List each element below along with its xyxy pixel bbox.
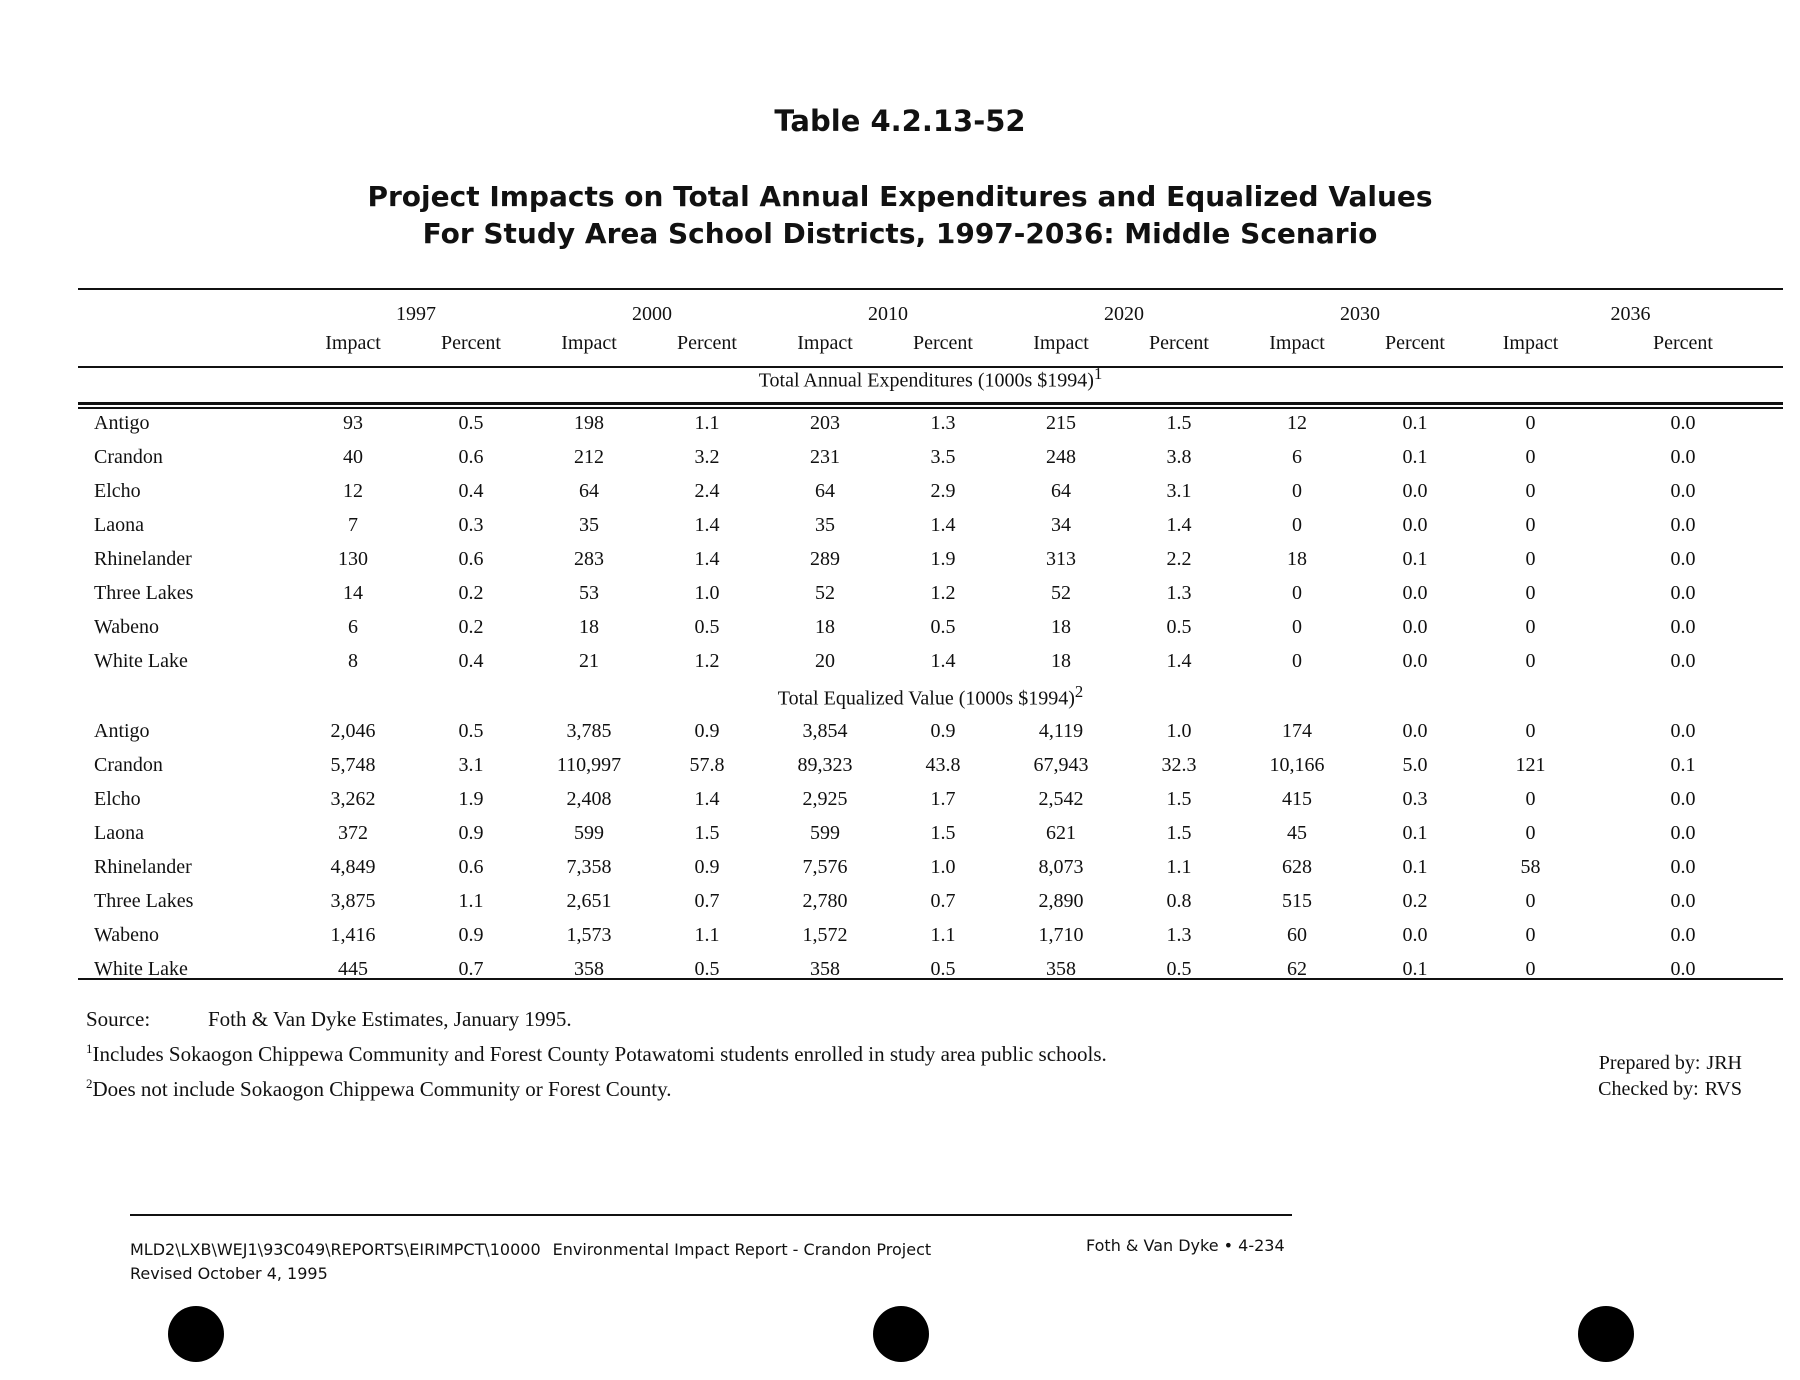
impact-cell: 215 <box>1046 411 1076 434</box>
impact-cell: 89,323 <box>797 753 853 776</box>
impact-cell: 2,046 <box>330 719 376 742</box>
column-header-impact: Impact <box>561 331 617 354</box>
impact-cell: 2,925 <box>802 787 848 810</box>
percent-cell: 0.7 <box>694 889 720 912</box>
district-name: Elcho <box>94 479 141 502</box>
impact-cell: 130 <box>338 547 368 570</box>
impact-cell: 0 <box>1525 957 1536 980</box>
percent-cell: 0.1 <box>1670 753 1696 776</box>
impact-cell: 35 <box>579 513 599 536</box>
table-row <box>78 884 1783 918</box>
percent-cell: 0.7 <box>458 957 484 980</box>
percent-cell: 57.8 <box>689 753 725 776</box>
impact-cell: 6 <box>348 615 358 638</box>
percent-cell: 43.8 <box>925 753 961 776</box>
footnote-mark: 2 <box>1074 681 1084 701</box>
percent-cell: 0.0 <box>1670 719 1696 742</box>
table-number: Table 4.2.13-52 <box>774 104 1026 138</box>
table-row <box>78 782 1783 816</box>
percent-cell: 3.1 <box>1166 479 1192 502</box>
impact-cell: 372 <box>338 821 368 844</box>
impact-cell: 2,651 <box>566 889 612 912</box>
impact-table <box>78 292 1783 986</box>
impact-cell: 8 <box>348 649 358 672</box>
impact-cell: 18 <box>579 615 599 638</box>
binder-hole <box>1578 1306 1634 1362</box>
impact-cell: 0 <box>1525 719 1536 742</box>
year-header-row <box>78 292 1783 326</box>
percent-cell: 1.0 <box>930 855 956 878</box>
footnote-2: $^2$Does not include Sokaogon Chippewa Community or Forest County. <box>86 1076 672 1101</box>
percent-cell: 0.0 <box>1670 957 1696 980</box>
impact-cell: 10,166 <box>1269 753 1325 776</box>
impact-cell: 3,854 <box>802 719 848 742</box>
impact-cell: 6 <box>1292 445 1302 468</box>
impact-cell: 1,416 <box>330 923 376 946</box>
impact-cell: 289 <box>810 547 840 570</box>
percent-cell: 0.9 <box>694 719 720 742</box>
impact-cell: 0 <box>1525 615 1536 638</box>
column-header-impact: Impact <box>1502 331 1559 354</box>
percent-cell: 0.9 <box>458 923 484 946</box>
percent-cell: 0.2 <box>458 615 484 638</box>
impact-cell: 599 <box>810 821 840 844</box>
footnote-mark: 1 <box>1093 363 1103 383</box>
percent-cell: 3.1 <box>458 753 484 776</box>
percent-cell: 0.2 <box>458 581 484 604</box>
percent-cell: 1.5 <box>930 821 956 844</box>
source-line <box>86 1004 1107 1034</box>
percent-cell: 0.5 <box>694 957 720 980</box>
district-name: Elcho <box>94 787 141 810</box>
report-name: Environmental Impact Report - Crandon Project <box>552 1240 932 1259</box>
percent-cell: 0.0 <box>1670 581 1696 604</box>
percent-cell: 0.8 <box>1166 889 1192 912</box>
impact-cell: 515 <box>1282 889 1312 912</box>
footnote-mark: 1 <box>86 1041 93 1056</box>
impact-cell: 415 <box>1282 787 1312 810</box>
impact-cell: 0 <box>1525 445 1536 468</box>
table-row <box>78 576 1783 610</box>
impact-cell: 0 <box>1525 821 1536 844</box>
impact-cell: 0 <box>1292 479 1302 502</box>
impact-cell: 0 <box>1525 547 1536 570</box>
notes <box>86 1004 1107 1104</box>
table-row <box>78 748 1783 782</box>
percent-cell: 0.0 <box>1670 889 1696 912</box>
impact-cell: 12 <box>1287 411 1307 434</box>
district-name: Three Lakes <box>94 581 194 604</box>
percent-cell: 1.1 <box>694 923 720 946</box>
table-row <box>78 644 1783 678</box>
percent-cell: 0.0 <box>1402 479 1428 502</box>
percent-cell: 0.3 <box>1402 787 1428 810</box>
percent-cell: 1.4 <box>930 649 956 672</box>
column-header-impact: Impact <box>1033 331 1089 354</box>
column-header-percent: Percent <box>913 331 973 354</box>
footer-left <box>130 1238 931 1286</box>
percent-cell: 1.4 <box>694 787 720 810</box>
impact-cell: 3,875 <box>330 889 376 912</box>
impact-cell: 248 <box>1046 445 1076 468</box>
impact-cell: 358 <box>574 957 604 980</box>
percent-cell: 0.0 <box>1670 855 1696 878</box>
percent-cell: 0.5 <box>1166 615 1192 638</box>
table-row <box>78 850 1783 884</box>
section-header-expenditures <box>78 360 1783 396</box>
percent-cell: 0.9 <box>930 719 956 742</box>
impact-cell: 40 <box>343 445 363 468</box>
column-header-impact: Impact <box>1269 331 1325 354</box>
percent-cell: 0.0 <box>1670 411 1696 434</box>
table-body <box>78 360 1783 986</box>
impact-cell: 3,785 <box>566 719 612 742</box>
percent-cell: 0.6 <box>458 547 484 570</box>
percent-cell: 0.0 <box>1670 649 1696 672</box>
table-row <box>78 440 1783 474</box>
district-name: Antigo <box>94 719 150 742</box>
percent-cell: 0.0 <box>1670 923 1696 946</box>
percent-cell: 1.2 <box>930 581 956 604</box>
percent-cell: 0.5 <box>458 411 484 434</box>
impact-cell: 18 <box>1287 547 1307 570</box>
percent-cell: 1.7 <box>930 787 956 810</box>
percent-cell: 1.1 <box>458 889 484 912</box>
impact-cell: 0 <box>1525 649 1536 672</box>
impact-cell: 0 <box>1525 513 1536 536</box>
impact-cell: 599 <box>574 821 604 844</box>
page-footer-publisher: Foth & Van Dyke • 4-234 <box>1086 1236 1285 1255</box>
impact-cell: 203 <box>810 411 840 434</box>
percent-cell: 0.3 <box>458 513 484 536</box>
percent-cell: 1.1 <box>930 923 956 946</box>
percent-cell: 0.0 <box>1670 615 1696 638</box>
footnote-mark: 2 <box>86 1076 93 1091</box>
percent-cell: 1.4 <box>694 513 720 536</box>
table-row <box>78 474 1783 508</box>
percent-cell: 1.1 <box>694 411 720 434</box>
section-header-equalized-value <box>78 678 1783 714</box>
column-header-percent: Percent <box>1653 331 1713 354</box>
impact-cell: 0 <box>1292 615 1302 638</box>
section-label: Total Annual Expenditures (1000s $1994) <box>758 369 1094 392</box>
percent-cell: 5.0 <box>1402 753 1428 776</box>
percent-cell: 1.3 <box>1166 581 1192 604</box>
table-row <box>78 816 1783 850</box>
footnote-1: $^1$Includes Sokaogon Chippewa Community and Forest County Potawatomi students enrolled in study area public schools. <box>86 1041 1107 1066</box>
impact-cell: 1,710 <box>1038 923 1084 946</box>
percent-cell: 1.3 <box>930 411 956 434</box>
impact-cell: 8,073 <box>1038 855 1084 878</box>
district-name: Three Lakes <box>94 889 194 912</box>
impact-cell: 0 <box>1525 581 1536 604</box>
impact-cell: 7 <box>348 513 358 536</box>
column-header-percent: Percent <box>441 331 501 354</box>
percent-cell: 1.4 <box>694 547 720 570</box>
column-header-percent: Percent <box>1385 331 1445 354</box>
district-name: Rhinelander <box>94 547 192 570</box>
district-name: Laona <box>94 513 144 536</box>
percent-cell: 0.4 <box>458 479 484 502</box>
impact-cell: 1,572 <box>802 923 848 946</box>
percent-cell: 1.0 <box>694 581 720 604</box>
year-header: 2030 <box>1340 303 1380 325</box>
impact-cell: 0 <box>1292 513 1302 536</box>
percent-cell: 3.8 <box>1166 445 1192 468</box>
impact-cell: 64 <box>579 479 599 502</box>
percent-cell: 0.0 <box>1670 445 1696 468</box>
table-row <box>78 610 1783 644</box>
impact-cell: 110,997 <box>556 753 622 776</box>
percent-cell: 0.1 <box>1402 957 1428 980</box>
percent-cell: 0.0 <box>1402 719 1428 742</box>
impact-cell: 14 <box>343 581 363 604</box>
source-text: Foth & Van Dyke Estimates, January 1995. <box>208 1007 572 1031</box>
table-row <box>78 406 1783 440</box>
impact-cell: 18 <box>1051 615 1071 638</box>
impact-cell: 64 <box>1051 479 1071 502</box>
percent-cell: 1.5 <box>1166 411 1192 434</box>
percent-cell: 1.5 <box>1166 821 1192 844</box>
percent-cell: 0.1 <box>1402 855 1428 878</box>
impact-cell: 0 <box>1525 787 1536 810</box>
percent-cell: 1.4 <box>1166 649 1192 672</box>
year-header: 2010 <box>868 303 908 325</box>
percent-cell: 0.5 <box>1166 957 1192 980</box>
impact-cell: 0 <box>1525 411 1536 434</box>
percent-cell: 0.0 <box>1402 513 1428 536</box>
year-header: 2020 <box>1104 303 1144 325</box>
percent-cell: 0.0 <box>1402 581 1428 604</box>
percent-cell: 0.0 <box>1670 787 1696 810</box>
district-name: Crandon <box>94 445 163 468</box>
percent-cell: 0.5 <box>930 615 956 638</box>
percent-cell: 0.9 <box>694 855 720 878</box>
table-row <box>78 542 1783 576</box>
impact-cell: 34 <box>1051 513 1071 536</box>
impact-cell: 283 <box>574 547 604 570</box>
year-header: 2000 <box>632 303 672 325</box>
impact-cell: 52 <box>815 581 835 604</box>
impact-cell: 2,780 <box>802 889 848 912</box>
percent-cell: 0.7 <box>930 889 956 912</box>
impact-cell: 52 <box>1051 581 1071 604</box>
percent-cell: 0.6 <box>458 855 484 878</box>
percent-cell: 1.4 <box>1166 513 1192 536</box>
impact-cell: 3,262 <box>330 787 376 810</box>
percent-cell: 0.1 <box>1402 821 1428 844</box>
binder-hole <box>168 1306 224 1362</box>
impact-cell: 62 <box>1287 957 1307 980</box>
percent-cell: 0.0 <box>1670 547 1696 570</box>
impact-cell: 0 <box>1292 649 1302 672</box>
title-line-2: For Study Area School Districts, 1997-2036: Middle Scenario <box>422 217 1378 250</box>
percent-cell: 0.6 <box>458 445 484 468</box>
column-header-row <box>78 326 1783 360</box>
impact-cell: 121 <box>1515 753 1546 776</box>
column-header-percent: Percent <box>1149 331 1209 354</box>
percent-cell: 1.1 <box>1166 855 1192 878</box>
impact-cell: 358 <box>1046 957 1076 980</box>
impact-cell: 628 <box>1282 855 1312 878</box>
impact-cell: 60 <box>1287 923 1307 946</box>
percent-cell: 32.3 <box>1161 753 1197 776</box>
column-header-impact: Impact <box>325 331 381 354</box>
table-row <box>78 918 1783 952</box>
table-row <box>78 714 1783 748</box>
impact-cell: 45 <box>1287 821 1307 844</box>
percent-cell: 0.0 <box>1670 821 1696 844</box>
impact-cell: 2,408 <box>566 787 612 810</box>
percent-cell: 0.4 <box>458 649 484 672</box>
percent-cell: 0.5 <box>458 719 484 742</box>
percent-cell: 0.5 <box>694 615 720 638</box>
footer-rule <box>130 1214 1292 1216</box>
percent-cell: 1.2 <box>694 649 720 672</box>
impact-cell: 64 <box>815 479 835 502</box>
percent-cell: 0.1 <box>1402 547 1428 570</box>
percent-cell: 1.0 <box>1166 719 1192 742</box>
percent-cell: 0.5 <box>930 957 956 980</box>
district-name: White Lake <box>94 649 188 672</box>
percent-cell: 0.0 <box>1402 649 1428 672</box>
impact-cell: 621 <box>1046 821 1076 844</box>
impact-cell: 0 <box>1525 889 1536 912</box>
impact-cell: 0 <box>1525 923 1536 946</box>
percent-cell: 0.1 <box>1402 445 1428 468</box>
impact-cell: 0 <box>1525 479 1536 502</box>
percent-cell: 1.4 <box>930 513 956 536</box>
impact-cell: 5,748 <box>330 753 376 776</box>
impact-cell: 0 <box>1292 581 1302 604</box>
district-name: Antigo <box>94 411 150 434</box>
top-rule <box>78 288 1783 290</box>
impact-cell: 198 <box>574 411 604 434</box>
percent-cell: 2.4 <box>694 479 720 502</box>
prepared-by: Prepared by: JRH <box>1598 1052 1742 1074</box>
impact-cell: 18 <box>1051 649 1071 672</box>
percent-cell: 0.9 <box>458 821 484 844</box>
year-header: 1997 <box>396 303 436 325</box>
impact-cell: 1,573 <box>566 923 612 946</box>
column-header-impact: Impact <box>797 331 853 354</box>
percent-cell: 3.2 <box>694 445 720 468</box>
year-header: 2036 <box>1610 303 1651 325</box>
impact-cell: 58 <box>1520 855 1541 878</box>
table-row <box>78 508 1783 542</box>
checked-by: Checked by: RVS <box>1598 1078 1742 1100</box>
impact-cell: 4,849 <box>330 855 376 878</box>
impact-cell: 7,576 <box>802 855 848 878</box>
percent-cell: 0.0 <box>1670 479 1696 502</box>
district-name: Wabeno <box>94 615 160 638</box>
section-label: Total Equalized Value (1000s $1994) <box>777 687 1075 710</box>
percent-cell: 0.2 <box>1402 889 1428 912</box>
district-name: Rhinelander <box>94 855 192 878</box>
district-name: Crandon <box>94 753 163 776</box>
file-path: MLD2\LXB\WEJ1\93C049\REPORTS\EIRIMPCT\10000 <box>130 1240 541 1259</box>
percent-cell: 2.9 <box>930 479 956 502</box>
revised-date: Revised October 4, 1995 <box>130 1264 328 1283</box>
percent-cell: 3.5 <box>930 445 956 468</box>
impact-cell: 445 <box>338 957 368 980</box>
impact-cell: 2,890 <box>1038 889 1084 912</box>
percent-cell: 0.0 <box>1670 513 1696 536</box>
impact-cell: 12 <box>343 479 363 502</box>
impact-cell: 358 <box>810 957 840 980</box>
impact-cell: 93 <box>343 411 363 434</box>
percent-cell: 1.9 <box>930 547 956 570</box>
percent-cell: 2.2 <box>1166 547 1192 570</box>
impact-cell: 7,358 <box>566 855 612 878</box>
impact-cell: 2,542 <box>1038 787 1084 810</box>
source-label: Source: <box>86 1007 151 1031</box>
percent-cell: 0.0 <box>1402 923 1428 946</box>
impact-cell: 174 <box>1282 719 1312 742</box>
impact-cell: 18 <box>815 615 835 638</box>
district-name: Laona <box>94 821 144 844</box>
title-line-1: Project Impacts on Total Annual Expenditures and Equalized Values <box>367 180 1433 213</box>
percent-cell: 1.5 <box>694 821 720 844</box>
percent-cell: 0.1 <box>1402 411 1428 434</box>
impact-cell: 20 <box>815 649 835 672</box>
district-name: White Lake <box>94 957 188 980</box>
column-header-percent: Percent <box>677 331 737 354</box>
impact-cell: 53 <box>579 581 599 604</box>
impact-cell: 212 <box>574 445 604 468</box>
percent-cell: 0.0 <box>1402 615 1428 638</box>
impact-cell: 67,943 <box>1033 753 1089 776</box>
impact-cell: 4,119 <box>1038 719 1084 742</box>
prepared-block <box>1598 1050 1742 1102</box>
percent-cell: 1.9 <box>458 787 484 810</box>
impact-cell: 231 <box>810 445 840 468</box>
table-title <box>0 178 1800 252</box>
impact-cell: 21 <box>579 649 599 672</box>
impact-cell: 35 <box>815 513 835 536</box>
district-name: Wabeno <box>94 923 160 946</box>
table-row <box>78 952 1783 986</box>
binder-hole <box>873 1306 929 1362</box>
percent-cell: 1.3 <box>1166 923 1192 946</box>
percent-cell: 1.5 <box>1166 787 1192 810</box>
impact-cell: 313 <box>1046 547 1076 570</box>
